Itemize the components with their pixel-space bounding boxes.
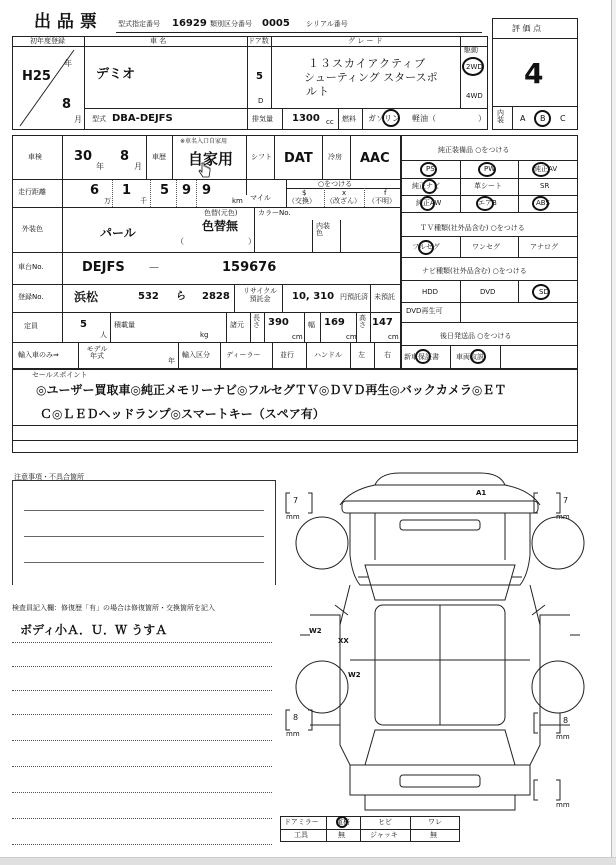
history-note: ※車名入口自家用 [180, 138, 228, 145]
damage-mark-w2-left: W2 [309, 627, 322, 635]
post-warranty-circle [415, 349, 431, 364]
circle-note: ○をつける [318, 180, 353, 188]
mileage-label: 走行距離 [18, 188, 46, 196]
post-manual-circle [470, 349, 486, 364]
grade-label: グ レ ー ド [348, 37, 383, 45]
model-year-unit: 年 [168, 357, 175, 365]
registration-month: 8 [62, 97, 72, 112]
car-name-label: 車 名 [150, 37, 167, 45]
color-change-value: 色替無 [202, 219, 239, 233]
inspection-month-unit: 月 [134, 162, 142, 171]
equip-airbag-circle [476, 196, 494, 211]
serial-label: シリアル番号 [306, 20, 348, 28]
month-unit: 月 [74, 115, 82, 124]
tv-fullseg-circle [418, 240, 434, 255]
opt-unknown-symbol: f [384, 189, 387, 197]
doors-value: 5 [256, 71, 263, 82]
import-parallel: 並行 [280, 351, 294, 359]
mileage-sen-unit: 千 [140, 197, 147, 205]
caution-box [12, 480, 276, 585]
chassis-number: 159676 [222, 260, 277, 275]
type-approval-number: 16929 [172, 18, 207, 29]
chassis-prefix: DEJFS [82, 260, 125, 275]
color-number-label: カラーNo. [258, 209, 291, 217]
tire-front-left: 7 [293, 496, 299, 505]
tv-fullseg: フルセグ [412, 243, 440, 251]
opt-exchange-symbol: $ [302, 189, 307, 197]
equip-pw: PW [484, 165, 496, 173]
equip-aw: 純正AW [416, 199, 442, 207]
color-value: パール [100, 226, 136, 240]
damage-mark-w2-rear: W2 [348, 671, 361, 679]
navi-title: ナビ種類(社外品含む) ○をつける [422, 267, 527, 275]
inspection-year: 30 [74, 149, 93, 164]
tire-front-right-unit: mm [556, 513, 570, 521]
category-label: 類別区分番号 [210, 20, 252, 28]
registration-number: 2828 [202, 291, 230, 302]
doors-sub: D [258, 97, 264, 105]
tv-title: ＴＶ種類(社外品含む) ○をつける [420, 224, 525, 232]
color-paren-close: ） [248, 237, 256, 246]
color-label: 外装色 [22, 225, 43, 233]
length-unit: cm [292, 333, 303, 341]
fuel-gasoline: ガソリン [368, 114, 400, 123]
post-manual: 車両取説 [456, 353, 484, 361]
drive-4wd: 4WD [466, 92, 483, 100]
tire-rear-left-unit: mm [286, 730, 300, 738]
interior-color-label: 内装色 [316, 222, 330, 237]
fuel-diesel: 軽油（ [412, 114, 436, 123]
damage-mark-xx: XX [338, 637, 349, 645]
shift-value: DAT [284, 151, 313, 166]
damage-mark-a1: A1 [476, 489, 487, 497]
crack-label: ヒビ [378, 818, 392, 826]
evaluation-label: 評 価 点 [512, 24, 542, 33]
tool-value: 無 [338, 831, 345, 839]
inspector-note: ボディ小Ａ．Ｕ．Ｗ うすＡ [20, 623, 168, 637]
dims-label: 諸元 [230, 321, 244, 329]
equip-abs-circle [532, 196, 549, 211]
ac-value: AAC [360, 151, 390, 166]
displacement-value: 1300 [292, 113, 320, 124]
grade-line-1: １３スカイアクティブ [308, 57, 427, 70]
interior-grade-b: B [540, 114, 546, 123]
tire-front-right: 7 [563, 496, 569, 505]
opt-exchange: （交換） [288, 197, 316, 205]
tire-rear-left: 8 [293, 713, 299, 722]
equip-airbag: エアB [478, 199, 497, 207]
displacement-label: 排気量 [252, 115, 273, 123]
equip-navi: 純正ナビ [412, 182, 440, 190]
first-registration-label: 初年度登録 [30, 37, 65, 45]
navi-dvd: DVD [480, 288, 496, 296]
equip-av-circle [532, 162, 550, 177]
color-paren-open: （ [176, 237, 184, 246]
recycle-unit: 円預託済 [340, 293, 368, 301]
hand-cursor-icon [198, 162, 212, 180]
post-title: 後日発送品 ○をつける [440, 332, 512, 340]
recycle-unpaid: 未預託 [374, 293, 395, 301]
post-warranty: 新車保証書 [404, 353, 439, 361]
capacity-value: 5 [80, 319, 87, 330]
equipment-title: 純正装備品 ○をつける [438, 146, 510, 154]
equip-abs: ABS [536, 199, 550, 207]
recycle-amount: 10, 310 [292, 291, 335, 302]
registration-class: 532 [138, 291, 159, 302]
model-code: DBA-DEJFS [112, 113, 173, 124]
equip-ps-circle [420, 162, 437, 177]
mileage-digit-3: 5 [160, 183, 170, 198]
chassis-label: 車台No. [18, 263, 44, 271]
inspection-label: 車検 [28, 153, 42, 161]
handle-right: 右 [384, 351, 391, 359]
year-unit: 年 [64, 59, 72, 68]
length-value: 390 [268, 317, 289, 328]
registration-era: H25 [22, 69, 51, 84]
height-unit: cm [388, 333, 399, 341]
chassis-dash: － [148, 261, 161, 275]
sales-line-1: ◎ユーザー買取車◎純正メモリーナビ◎フルセグＴＶ◎ＤＶＤ再生◎バックカメラ◎ＥＴ [36, 383, 507, 397]
inspection-month: 8 [120, 149, 130, 164]
horizontal-scrollbar[interactable] [0, 857, 616, 865]
navi-sd-circle [532, 284, 550, 300]
equip-av: 純正AV [534, 165, 558, 173]
load-label: 積載量 [114, 321, 135, 329]
opt-unknown: （不明） [368, 197, 396, 205]
tire-rear-right-unit: mm [556, 733, 570, 741]
dvd-playback-label: DVD再生可 [406, 307, 443, 315]
grade-line-2: シューティング スタースポ [304, 71, 438, 84]
fuel-label: 燃料 [342, 115, 356, 123]
fuel-diesel-close: ） [478, 114, 486, 123]
spare-tire-unit: mm [556, 801, 570, 809]
mileage-digit-1: 6 [90, 183, 100, 198]
mileage-digit-2: 1 [122, 183, 132, 198]
opt-tamper: （改ざん） [326, 197, 361, 205]
equip-aw-circle [420, 196, 435, 211]
color-change-label: 色替(元色) [204, 209, 238, 217]
handle-left: 左 [358, 351, 365, 359]
width-label: 幅 [308, 321, 315, 329]
ac-label: 冷房 [328, 153, 342, 161]
type-approval-label: 型式指定番号 [118, 20, 160, 28]
registration-label: 登録No. [18, 293, 44, 301]
tire-front-left-unit: mm [286, 513, 300, 521]
caution-label: 注意事項・不具合箇所 [14, 473, 84, 481]
equip-ps: PS [426, 165, 435, 173]
door-mirror-label: ドアミラー [284, 818, 319, 826]
registration-kana: ら [176, 291, 186, 302]
mile-label: マイル [250, 194, 271, 202]
mileage-man-unit: 万 [104, 197, 111, 205]
drive-2wd: 2WD [466, 63, 483, 71]
equip-navi-circle [422, 179, 437, 194]
length-label: 長さ [253, 314, 260, 329]
displacement-unit: cc [326, 118, 334, 126]
tool-label: 工具 [294, 831, 308, 839]
drive-2wd-circle [462, 57, 484, 76]
height-label: 高さ [359, 314, 366, 329]
interior-grade-b-circle [534, 110, 551, 127]
equip-leather: 革シート [474, 182, 502, 190]
load-unit: kg [200, 331, 209, 339]
door-mirror-circle [336, 816, 348, 828]
tv-analog: アナログ [530, 243, 558, 251]
inspector-label: 検査員記入欄：修復歴「有」の場合は修復箇所・交換箇所を記入 [12, 604, 215, 612]
break-label: ワレ [428, 818, 442, 826]
mileage-digit-5: 9 [202, 183, 212, 198]
jack-value: 無 [430, 831, 437, 839]
capacity-unit: 人 [100, 331, 107, 339]
mileage-digit-4: 9 [182, 183, 192, 198]
shift-label: シフト [251, 153, 272, 161]
grade-line-3: ルト [306, 85, 330, 98]
fuel-gasoline-circle [382, 109, 400, 127]
model-year-label: モデル年式 [86, 345, 108, 360]
equip-sr: SR [540, 182, 550, 190]
tire-rear-right: 8 [563, 716, 569, 725]
evaluation-score: 4 [524, 57, 544, 90]
history-label: 車歴 [152, 153, 166, 161]
door-mirror-value: 電格 [336, 818, 350, 826]
km-unit: km [232, 197, 243, 205]
inspection-year-unit: 年 [96, 162, 104, 171]
height-value: 147 [372, 317, 393, 328]
sheet-title: 出 品 票 [34, 12, 97, 32]
drive-label: 駆動 [464, 46, 478, 54]
interior-grade-c: C [560, 114, 566, 123]
car-name: デミオ [96, 67, 136, 82]
equip-pw-circle [478, 162, 496, 177]
navi-sd: SD [539, 288, 549, 296]
tv-oneseg: ワンセグ [472, 243, 500, 251]
handle-label: ハンドル [314, 351, 342, 359]
history-value: 自家用 [188, 150, 234, 168]
registration-area: 浜松 [74, 290, 99, 304]
navi-hdd: HDD [422, 288, 439, 296]
category-number: 0005 [262, 18, 290, 29]
jack-label: ジャッキ [370, 831, 398, 839]
opt-tamper-symbol: x [342, 189, 347, 197]
interior-label: 内装 [497, 109, 504, 124]
interior-grade-a: A [520, 114, 526, 123]
width-value: 169 [324, 317, 345, 328]
import-dealer: ディーラー [226, 351, 261, 359]
width-unit: cm [346, 333, 357, 341]
import-label: 輸入車のみ⇒ [18, 351, 59, 359]
sales-label: セールスポイント [32, 371, 88, 379]
capacity-label: 定員 [24, 322, 38, 330]
model-label: 型式 [92, 115, 106, 123]
import-category-label: 輸入区分 [182, 351, 210, 359]
doors-label: ドア数 [248, 37, 269, 45]
sales-line-2: Ｃ◎ＬＥＤヘッドランプ◎スマートキー（スペア有） [40, 407, 325, 421]
recycle-label: リサイクル預託金 [242, 287, 278, 303]
